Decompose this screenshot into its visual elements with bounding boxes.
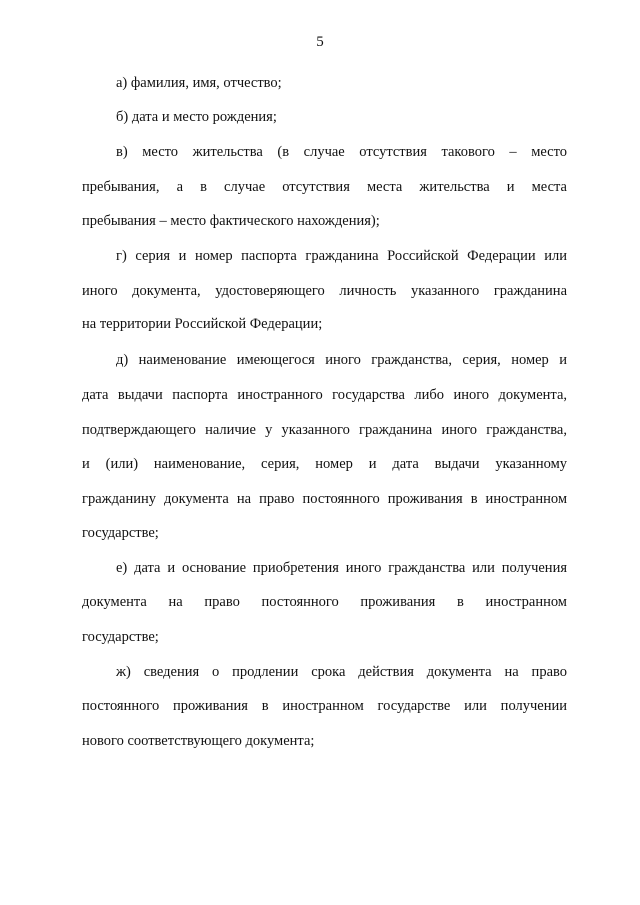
list-item-zh-line-1: ж) сведения о продлении срока действия документа на право: [116, 664, 567, 680]
list-item-v-line-3: пребывания – место фактического нахождения);: [82, 213, 380, 229]
list-item-v-line-1: в) место жительства (в случае отсутствия такового – место: [116, 144, 567, 160]
list-item-e-line-2: документа на право постоянного проживания в иностранном: [82, 594, 567, 610]
list-item-zh-line-2: постоянного проживания в иностранном государстве или получении: [82, 698, 567, 714]
list-item-d-line-4: и (или) наименование, серия, номер и дата выдачи указанному: [82, 456, 567, 472]
list-item-e-line-3: государстве;: [82, 629, 159, 645]
list-item-d-line-1: д) наименование имеющегося иного гражданства, серия, номер и: [116, 352, 567, 368]
list-item-b-line-1: б) дата и место рождения;: [116, 109, 277, 125]
list-item-g-line-1: г) серия и номер паспорта гражданина Российской Федерации или: [116, 248, 567, 264]
list-item-g-line-3: на территории Российской Федерации;: [82, 316, 323, 332]
list-item-zh-line-3: нового соответствующего документа;: [82, 733, 315, 749]
list-item-d-line-3: подтверждающего наличие у указанного гражданина иного гражданства,: [82, 422, 567, 438]
list-item-v-line-2: пребывания, а в случае отсутствия места жительства и места: [82, 179, 567, 195]
list-item-a-line-1: а) фамилия, имя, отчество;: [116, 75, 282, 91]
list-item-d-line-5: гражданину документа на право постоянного проживания в иностранном: [82, 491, 567, 507]
list-item-e-line-1: е) дата и основание приобретения иного гражданства или получения: [116, 560, 567, 576]
list-item-d-line-6: государстве;: [82, 525, 159, 541]
page-number: 5: [316, 34, 324, 50]
list-item-d-line-2: дата выдачи паспорта иностранного государства либо иного документа,: [82, 387, 567, 403]
list-item-g-line-2: иного документа, удостоверяющего личность указанного гражданина: [82, 283, 567, 299]
